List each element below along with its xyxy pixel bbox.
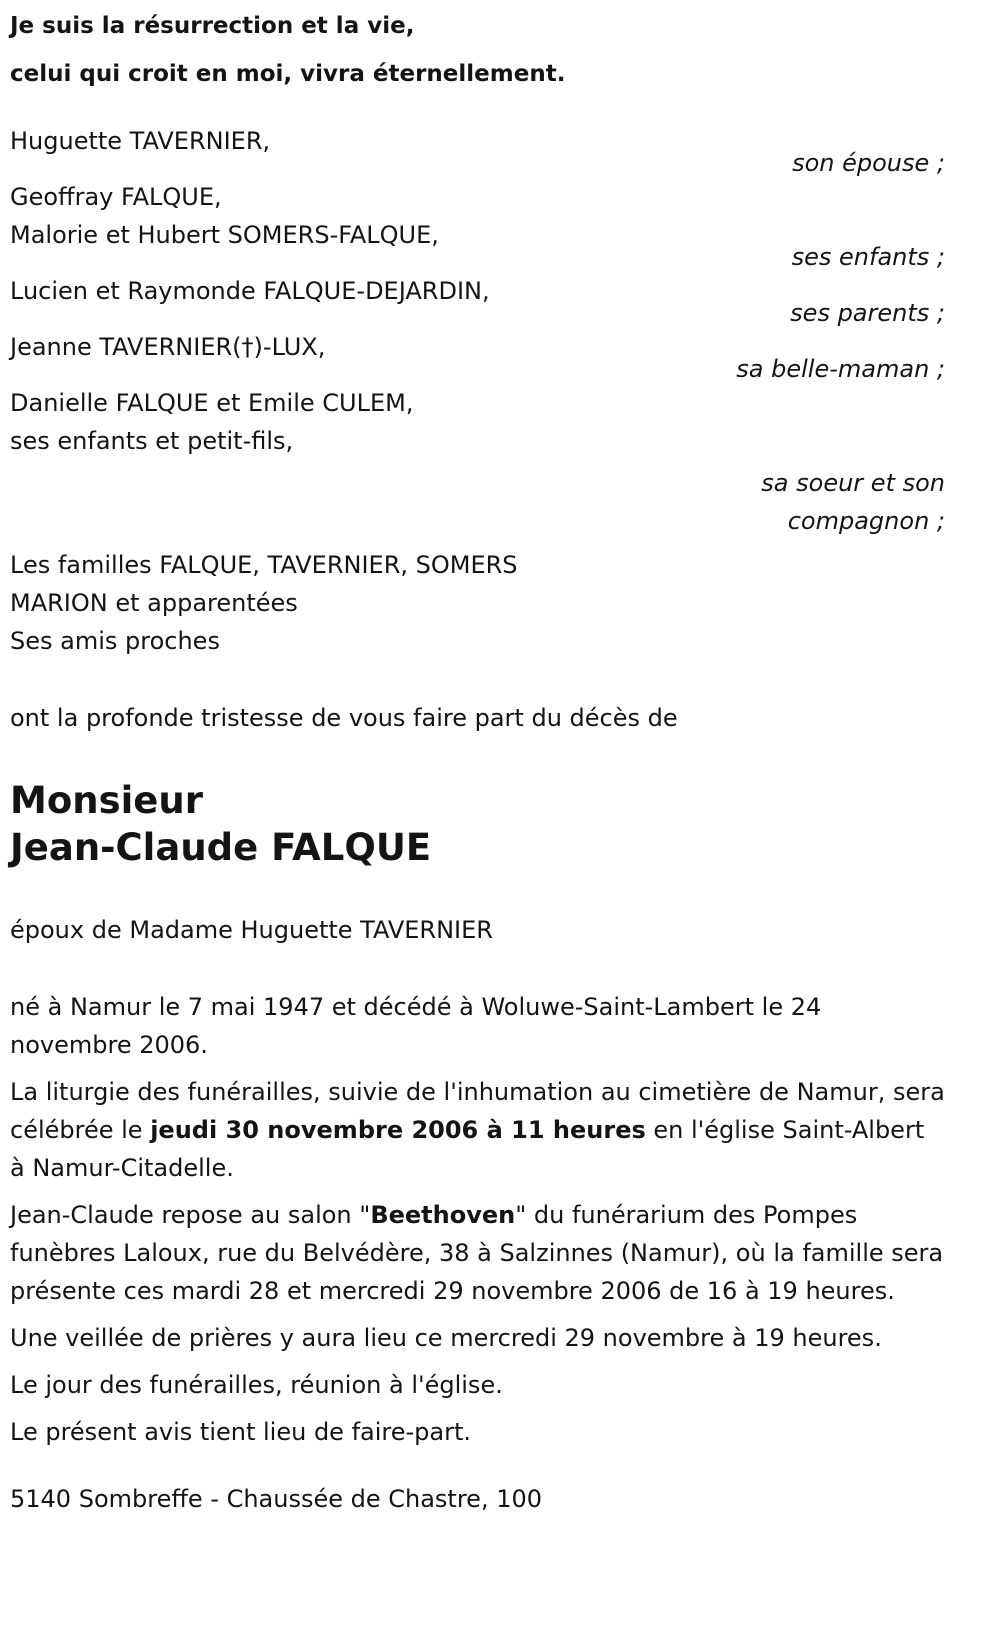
deceased-title: Monsieur: [10, 779, 203, 822]
announcement-intro: ont la profonde tristesse de vous faire part du décès de: [10, 704, 678, 732]
family-name: ses enfants et petit-fils,: [10, 427, 294, 455]
family-name: Huguette TAVERNIER,: [10, 127, 271, 155]
notice-paragraph: Le présent avis tient lieu de faire-part.: [10, 1418, 472, 1446]
family-role: ses parents ;: [790, 299, 945, 327]
deceased-name-block: [10, 777, 945, 871]
funeral-details: [10, 988, 945, 1451]
birth-death-paragraph: né à Namur le 7 mai 1947 et décédé à Woluwe-Saint-Lambert le 24 novembre 2006.: [10, 993, 822, 1059]
family-group-mother-in-law: [10, 328, 945, 388]
vigil-paragraph: Une veillée de prières y aura lieu ce mercredi 29 novembre à 19 heures.: [10, 1324, 882, 1352]
family-role: son épouse ;: [792, 149, 945, 177]
liturgy-text: en l'église Saint-Albert à Namur-Citadelle.: [10, 1116, 925, 1182]
family-role-line: sa soeur et son: [761, 469, 945, 497]
other-relatives-line: Les familles FALQUE, TAVERNIER, SOMERS: [10, 551, 518, 579]
family-role: [10, 464, 945, 540]
deceased-name: Jean-Claude FALQUE: [10, 826, 432, 869]
family-name: Jeanne TAVERNIER(†)-LUX,: [10, 333, 326, 361]
obituary-notice: [10, 0, 945, 1518]
spouse-line: époux de Madame Huguette TAVERNIER: [10, 916, 493, 944]
liturgy-paragraph: [10, 1073, 945, 1187]
other-relatives-line: MARION et apparentées: [10, 589, 298, 617]
liturgy-text: La liturgie des funérailles, suivie de l'inhumation au cimetière de Namur, sera célébrée le: [10, 1078, 945, 1144]
family-role-line: compagnon ;: [787, 507, 945, 535]
other-relatives-line: Ses amis proches: [10, 627, 220, 655]
family-group-children: [10, 178, 945, 276]
family-name: Danielle FALQUE et Emile CULEM,: [10, 389, 414, 417]
family-group-spouse: [10, 122, 945, 182]
family-role: sa belle-maman ;: [736, 355, 945, 383]
repose-text: Jean-Claude repose au salon ": [10, 1201, 371, 1229]
other-relatives: [10, 546, 945, 660]
salon-name: Beethoven: [370, 1201, 516, 1229]
verse-line-1: Je suis la résurrection et la vie,: [10, 13, 415, 39]
family-group-parents: [10, 272, 945, 332]
family-list: [10, 122, 945, 660]
family-name: Malorie et Hubert SOMERS-FALQUE,: [10, 221, 439, 249]
meeting-paragraph: Le jour des funérailles, réunion à l'église.: [10, 1371, 503, 1399]
repose-paragraph: [10, 1196, 945, 1310]
family-group-sister: [10, 384, 945, 540]
verse-line-2: celui qui croit en moi, vivra éternellement.: [10, 61, 566, 87]
family-name: Geoffray FALQUE,: [10, 183, 222, 211]
family-name: Lucien et Raymonde FALQUE-DEJARDIN,: [10, 277, 490, 305]
liturgy-date: jeudi 30 novembre 2006 à 11 heures: [150, 1116, 646, 1144]
family-address: 5140 Sombreffe - Chaussée de Chastre, 100: [10, 1485, 543, 1513]
family-role: ses enfants ;: [791, 243, 945, 271]
repose-text: " du funérarium des Pompes funèbres Laloux, rue du Belvédère, 38 à Salzinnes (Namur), où la famille sera présente ces mardi 28 et mercredi 29 novembre 2006 de 16 à 19 heures.: [10, 1201, 944, 1305]
bible-verse: [10, 2, 945, 98]
